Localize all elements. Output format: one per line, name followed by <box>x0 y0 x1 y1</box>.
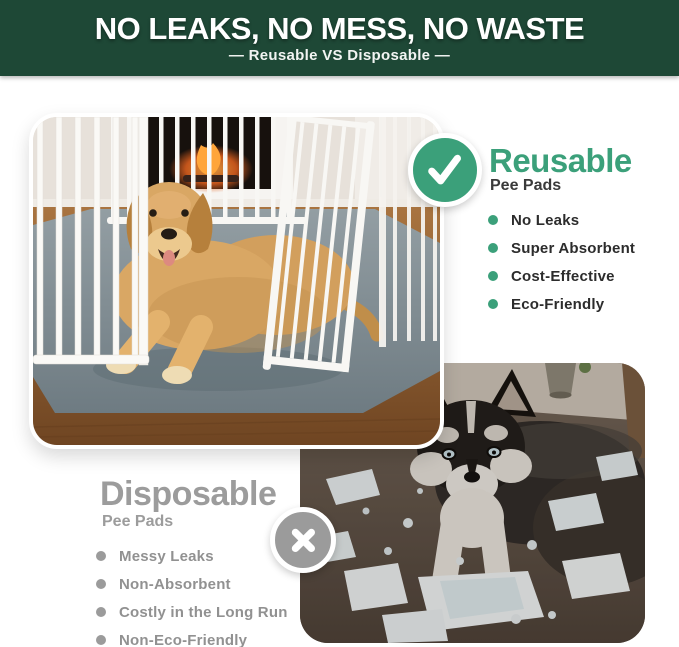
reusable-subheading: Pee Pads <box>490 177 562 194</box>
bullet-dot-icon <box>96 579 106 589</box>
list-item <box>488 262 635 290</box>
bullet-dot-icon <box>488 243 498 253</box>
feature-label: Eco-Friendly <box>511 295 605 313</box>
list-item <box>488 290 635 318</box>
list-item <box>96 570 288 598</box>
page-title: NO LEAKS, NO MESS, NO WASTE <box>94 11 585 46</box>
check-badge <box>408 133 482 207</box>
list-item <box>96 598 288 626</box>
check-icon <box>419 144 470 195</box>
feature-label: No Leaks <box>511 211 580 229</box>
page-subtitle: — Reusable VS Disposable — <box>228 47 451 64</box>
bullet-dot-icon <box>488 299 498 309</box>
bullet-dot-icon <box>488 271 498 281</box>
feature-label: Super Absorbent <box>511 239 636 257</box>
list-item <box>488 206 635 234</box>
feature-label: Non-Eco-Friendly <box>119 631 248 647</box>
reusable-photo <box>29 113 444 449</box>
feature-label: Non-Absorbent <box>119 575 231 593</box>
bullet-dot-icon <box>488 215 498 225</box>
bullet-dot-icon <box>96 607 106 617</box>
header-banner <box>0 0 679 76</box>
list-item <box>96 542 288 570</box>
feature-label: Costly in the Long Run <box>119 603 288 621</box>
feature-label: Cost-Effective <box>511 267 615 285</box>
x-icon <box>281 518 326 563</box>
feature-label: Messy Leaks <box>119 547 214 565</box>
bullet-dot-icon <box>96 635 106 645</box>
x-badge <box>270 507 336 573</box>
disposable-heading: Disposable <box>100 475 277 513</box>
disposable-feature-list <box>96 542 288 647</box>
list-item <box>96 626 288 647</box>
playpen-illustration <box>33 117 440 445</box>
reusable-heading: Reusable <box>489 142 632 179</box>
bullet-dot-icon <box>96 551 106 561</box>
list-item <box>488 234 635 262</box>
disposable-subheading: Pee Pads <box>102 513 174 530</box>
reusable-feature-list <box>488 206 635 318</box>
